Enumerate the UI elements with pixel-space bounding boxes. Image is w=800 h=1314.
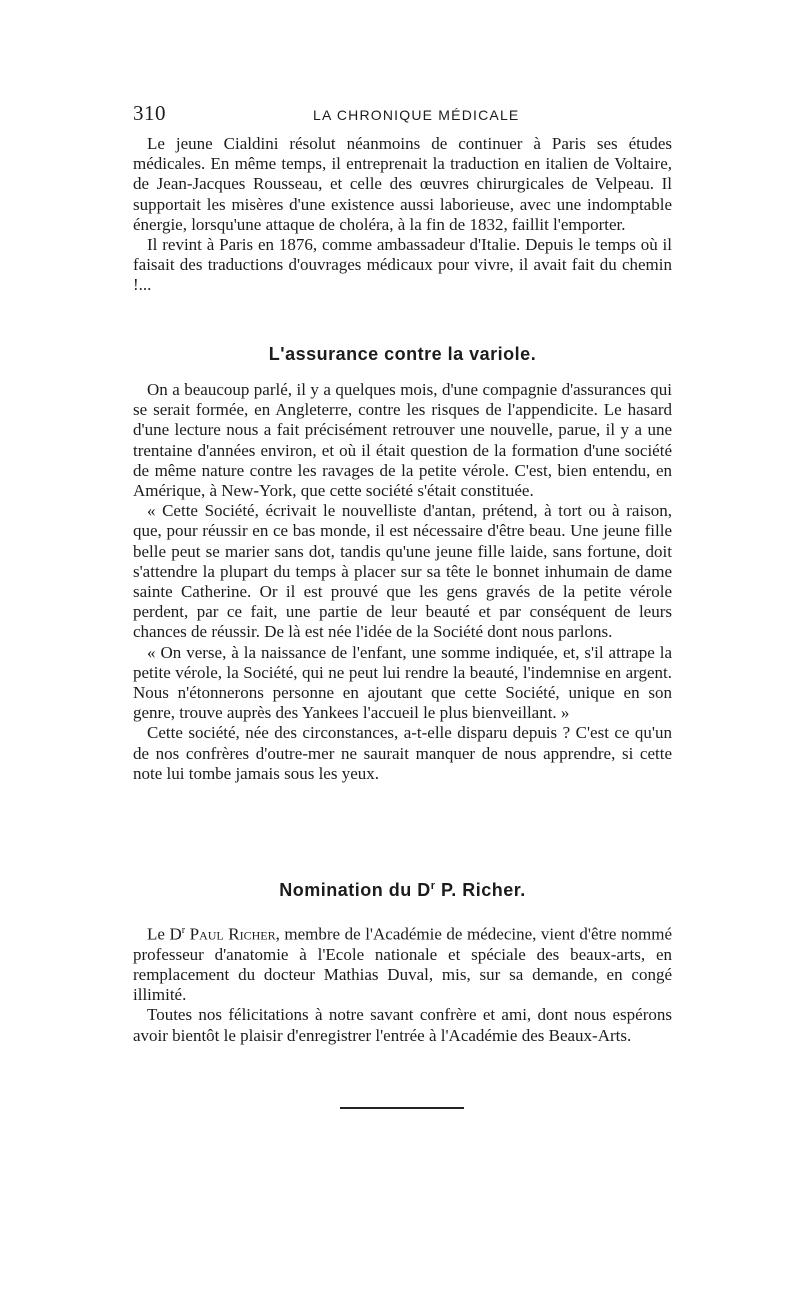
- paragraph: « Cette Société, écrivait le nouvelliste d'antan, prétend, à tort ou à raison, que, pour réussir en ce bas monde, il est nécessaire d'être beau. Une jeune fille belle peut se marier sans dot, tandis qu'une jeune fille laide, sans fortune, doit s'attendre la plupart du temps à placer sur sa tête le bonnet inhumain de dame sainte Catherine. Or il est prouvé que les gens gravés de la petite vérole perdent, par ce fait, une partie de leur beauté et par conséquent de leurs chances de réussir. De là est née l'idée de la Société dont nous parlons.: [133, 501, 672, 642]
- variole-section: [133, 380, 672, 784]
- nomination-section: [133, 921, 672, 1046]
- title-superscript: r: [430, 880, 436, 892]
- paragraph: Cette société, née des circonstances, a-t-elle disparu depuis ? C'est ce qu'un de nos confrères d'outre-mer ne saurait manquer de nous apprendre, si cette note lui tombe jamais sous les yeux.: [133, 723, 672, 783]
- paragraph: On a beaucoup parlé, il y a quelques mois, d'une compagnie d'assurances qui se serait formée, en Angleterre, contre les risques de l'appendicite. Le hasard d'une lecture nous a fait précisément retrouver une nouvelle, parue, il y a une trentaine d'années environ, et où il était question de la formation d'une société de même nature contre les ravages de la petite vérole. C'est, bien entendu, en Amérique, à New-York, que cette société s'était constituée.: [133, 380, 672, 501]
- paragraph: Le jeune Cialdini résolut néanmoins de continuer à Paris ses études médicales. En même temps, il entreprenait la traduction en italien de Voltaire, de Jean-Jacques Rousseau, et celle des œuvres chirurgicales de Velpeau. Il supportait les misères d'une existence aussi laborieuse, avec une indomptable énergie, lorsqu'une attaque de choléra, à la fin de 1832, faillit l'emporter.: [133, 134, 672, 234]
- title-text: P. Richer.: [435, 880, 526, 900]
- section-title-nomination: [133, 880, 672, 901]
- superscript: r: [181, 925, 186, 936]
- intro-section: [133, 134, 672, 296]
- text-run: , membre de l'Académie de médecine, vient d'être nommé professeur d'anatomie à l'Ecole nationale et spéciale des beaux-arts, en remplacement du docteur Mathias Duval, mis, sur sa demande, en congé illimité.: [133, 924, 672, 1005]
- paragraph: « On verse, à la naissance de l'enfant, une somme indiquée, et, s'il attrape la petite vérole, la Société, qui ne peut lui rendre la beauté, l'indemnise en argent. Nous n'étonnerons personne en ajoutant que cette Société, unique en son genre, trouve auprès des Yankees l'accueil le plus bienveillant. »: [133, 642, 672, 723]
- paragraph: Toutes nos félicitations à notre savant confrère et ami, dont nous espérons avoir bientôt le plaisir d'enregistrer l'entrée à l'Académie des Beaux-Arts.: [133, 1005, 672, 1045]
- running-head: [133, 101, 672, 125]
- text-run: Le D: [147, 924, 182, 944]
- journal-title: LA CHRONIQUE MÉDICALE: [313, 107, 520, 123]
- end-rule: [340, 1107, 464, 1109]
- section-title-variole: L'assurance contre la variole.: [268, 344, 537, 364]
- paragraph: Il revint à Paris en 1876, comme ambassadeur d'Italie. Depuis le temps où il faisait des traductions d'ouvrages médicaux pour vivre, il avait fait du chemin !...: [133, 235, 672, 295]
- person-name: Paul Richer: [189, 924, 276, 944]
- title-text: Nomination du D: [279, 880, 431, 900]
- paragraph: [133, 921, 672, 1005]
- page-number: 310: [133, 101, 166, 125]
